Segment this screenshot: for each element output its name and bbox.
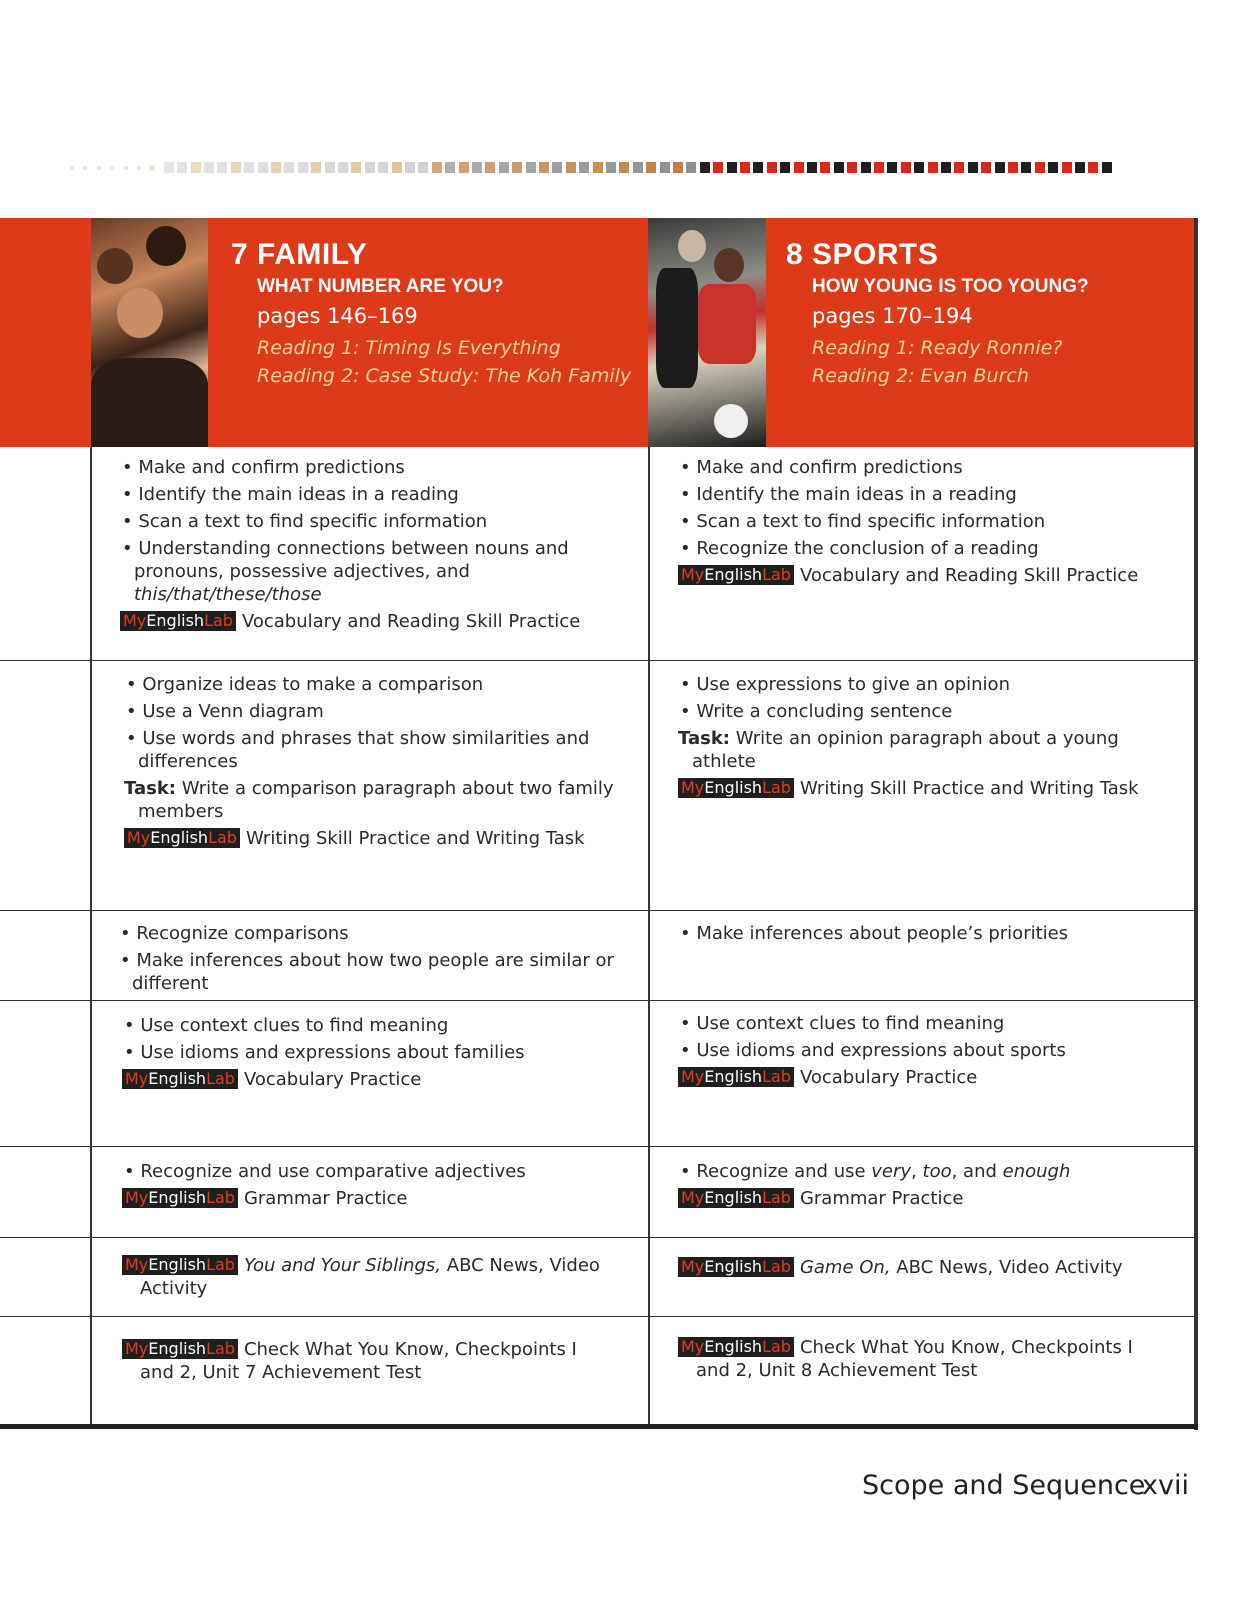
decorative-dot: [660, 162, 670, 173]
decorative-dot: [392, 162, 402, 173]
decorative-dot: [1021, 162, 1031, 173]
decorative-dot: [767, 162, 777, 173]
list-item: • Recognize and use very, too, and enough: [680, 1161, 1071, 1182]
decorative-dot: [472, 162, 482, 173]
decorative-dot: [418, 162, 428, 173]
unit-7-title: 7 FAMILY: [231, 238, 368, 271]
decorative-dot: [258, 162, 268, 173]
decorative-dot: [901, 162, 911, 173]
mel-line: MyEnglishLab Check What You Know, Checkpoints I and 2, Unit 7 Achievement Test: [122, 1338, 592, 1384]
unit-8-assessment: [678, 1336, 1148, 1386]
row-divider-2: [0, 910, 1198, 911]
myenglishlab-logo: MyEnglishLab: [678, 1188, 794, 1208]
decorative-dot: [566, 162, 576, 173]
decorative-dot: [914, 162, 924, 173]
list-item: • Use context clues to find meaning: [124, 1015, 449, 1036]
list-item: • Recognize comparisons: [120, 923, 349, 944]
unit-8-critical-thinking: [678, 922, 1178, 949]
decorative-dot: [365, 162, 375, 173]
decorative-dot: [485, 162, 495, 173]
decorative-dot: [1075, 162, 1085, 173]
decorative-dot: [887, 162, 897, 173]
decorative-dot: [70, 166, 74, 170]
footer-page-number: xvii: [1142, 1470, 1189, 1501]
row-divider-5: [0, 1237, 1198, 1238]
decorative-dot: [311, 162, 321, 173]
list-item: • Use context clues to find meaning: [680, 1013, 1005, 1034]
list-item: • Use idioms and expressions about families: [124, 1042, 525, 1063]
decorative-dot: [861, 162, 871, 173]
unit-7-assessment: [122, 1338, 592, 1388]
decorative-dot: [378, 162, 388, 173]
decorative-dot: [1048, 162, 1058, 173]
decorative-dot: [1062, 162, 1072, 173]
unit-8-reading-2: Reading 2: Evan Burch: [812, 365, 1029, 387]
row-divider-1: [0, 660, 1198, 661]
decorative-dot: [1008, 162, 1018, 173]
list-item: • Scan a text to find specific information: [122, 511, 488, 532]
decorative-dot: [338, 162, 348, 173]
decorative-dot: [298, 162, 308, 173]
decorative-dot: [325, 162, 335, 173]
table-right-border: [1194, 218, 1198, 1430]
unit-8-video: [678, 1256, 1178, 1283]
decorative-dot: [284, 162, 294, 173]
row-divider-4: [0, 1146, 1198, 1147]
unit-8-pages: pages 170–194: [812, 304, 973, 328]
decorative-dot: [405, 162, 415, 173]
myenglishlab-logo: MyEnglishLab: [678, 778, 794, 798]
decorative-dot: [526, 162, 536, 173]
unit-8-writing-skills: [678, 673, 1178, 804]
row-divider-3: [0, 1000, 1198, 1001]
list-item: • Recognize the conclusion of a reading: [680, 538, 1039, 559]
decorative-dot: [137, 166, 141, 170]
decorative-dot: [351, 162, 361, 173]
list-item: • Use idioms and expressions about sports: [680, 1040, 1066, 1061]
decorative-dot: [271, 162, 281, 173]
list-item: • Make inferences about how two people are similar or different: [120, 950, 614, 994]
decorative-dot: [928, 162, 938, 173]
list-item: • Scan a text to find specific information: [680, 511, 1046, 532]
decorative-dot: [445, 162, 455, 173]
unit-7-vocabulary: [122, 1014, 637, 1095]
decorative-dot: [150, 166, 154, 170]
decorative-dot: [1035, 162, 1045, 173]
decorative-dot: [794, 162, 804, 173]
unit-7-header-text: [231, 238, 641, 390]
mel-line: MyEnglishLab Grammar Practice: [678, 1187, 1178, 1210]
unit-7-reading-skills: [120, 456, 640, 637]
decorative-dot: [995, 162, 1005, 173]
list-item: • Use a Venn diagram: [126, 701, 324, 722]
decorative-dot: [593, 162, 603, 173]
decorative-dot: [244, 162, 254, 173]
decorative-dot: [432, 162, 442, 173]
decorative-dot: [552, 162, 562, 173]
footer-section-title: Scope and Sequence: [862, 1470, 1146, 1501]
decorative-dot: [499, 162, 509, 173]
list-item: • Write a concluding sentence: [680, 701, 953, 722]
table-bottom-border: [0, 1424, 1198, 1429]
myenglishlab-logo: MyEnglishLab: [124, 828, 240, 848]
decorative-dot: [204, 162, 214, 173]
decorative-dot: [941, 162, 951, 173]
unit-8-reading-1: Reading 1: Ready Ronnie?: [812, 337, 1063, 359]
decorative-dot: [740, 162, 750, 173]
list-item: • Use expressions to give an opinion: [680, 674, 1010, 695]
myenglishlab-logo: MyEnglishLab: [122, 1339, 238, 1359]
list-item: • Use words and phrases that show similarities and differences: [126, 728, 590, 772]
table-column-divider-middle: [648, 447, 650, 1427]
decorative-dot: [83, 166, 87, 170]
mel-line: MyEnglishLab Game On, ABC News, Video Activity: [678, 1256, 1178, 1279]
decorative-dot: [459, 162, 469, 173]
row-divider-6: [0, 1316, 1198, 1317]
unit-8-readings: [812, 334, 1186, 390]
decorative-dot: [606, 162, 616, 173]
decorative-dot: [874, 162, 884, 173]
decorative-dot: [177, 162, 187, 173]
soccer-photo: [648, 218, 766, 447]
decorative-dot: [954, 162, 964, 173]
mel-line: MyEnglishLab Vocabulary Practice: [122, 1068, 637, 1091]
decorative-dot: [124, 166, 128, 170]
unit-8-reading-skills: [678, 456, 1188, 591]
decorative-dot: [753, 162, 763, 173]
mel-line: MyEnglishLab Writing Skill Practice and Writing Task: [124, 827, 639, 850]
unit-7-video: [122, 1254, 637, 1304]
decorative-dot: [820, 162, 830, 173]
decorative-dot: [110, 166, 114, 170]
mel-line: MyEnglishLab Vocabulary and Reading Skill Practice: [120, 610, 640, 633]
decorative-dot: [981, 162, 991, 173]
list-item: • Organize ideas to make a comparison: [126, 674, 484, 695]
list-item: • Make and confirm predictions: [680, 457, 963, 478]
unit-8-header-text: [786, 238, 1186, 390]
unit-8-grammar: [678, 1160, 1178, 1214]
list-item: • Identify the main ideas in a reading: [680, 484, 1017, 505]
decorative-dot: [700, 162, 710, 173]
decorative-dot: [633, 162, 643, 173]
unit-8-subtitle: HOW YOUNG IS TOO YOUNG?: [812, 276, 1089, 297]
unit-7-subtitle: WHAT NUMBER ARE YOU?: [257, 276, 504, 297]
unit-7-reading-1: Reading 1: Timing Is Everything: [257, 337, 561, 359]
mel-line: MyEnglishLab Writing Skill Practice and Writing Task: [678, 777, 1178, 800]
mel-line: MyEnglishLab Check What You Know, Checkpoints I and 2, Unit 8 Achievement Test: [678, 1336, 1148, 1382]
decorative-dot: [968, 162, 978, 173]
myenglishlab-logo: MyEnglishLab: [678, 565, 794, 585]
mel-line: MyEnglishLab You and Your Siblings, ABC News, Video Activity: [122, 1254, 637, 1300]
decorative-dot: [191, 162, 201, 173]
table-column-divider-left: [90, 447, 92, 1427]
decorative-dot-strip: [70, 162, 1110, 174]
decorative-dot: [217, 162, 227, 173]
list-item: • Understanding connections between nouns and pronouns, possessive adjectives, and this/that/these/those: [122, 538, 569, 605]
decorative-dot: [646, 162, 656, 173]
decorative-dot: [164, 162, 174, 173]
mel-line: MyEnglishLab Vocabulary Practice: [678, 1066, 1178, 1089]
list-item: • Identify the main ideas in a reading: [122, 484, 459, 505]
unit-7-pages: pages 146–169: [257, 304, 418, 328]
decorative-dot: [512, 162, 522, 173]
decorative-dot: [97, 166, 101, 170]
writing-task: Task: Write an opinion paragraph about a young athlete: [678, 728, 1119, 772]
decorative-dot: [673, 162, 683, 173]
mel-line: MyEnglishLab Grammar Practice: [122, 1187, 637, 1210]
writing-task: Task: Write a comparison paragraph about two family members: [124, 778, 614, 822]
list-item: • Make and confirm predictions: [122, 457, 405, 478]
unit-7-readings: [257, 334, 641, 390]
decorative-dot: [713, 162, 723, 173]
myenglishlab-logo: MyEnglishLab: [122, 1188, 238, 1208]
myenglishlab-logo: MyEnglishLab: [122, 1255, 238, 1275]
myenglishlab-logo: MyEnglishLab: [678, 1337, 794, 1357]
unit-8-vocabulary: [678, 1012, 1178, 1093]
decorative-dot: [579, 162, 589, 173]
decorative-dot: [1102, 162, 1112, 173]
decorative-dot: [231, 162, 241, 173]
unit-8-title: 8 SPORTS: [786, 238, 939, 271]
decorative-dot: [847, 162, 857, 173]
list-item: • Recognize and use comparative adjectives: [124, 1161, 526, 1182]
decorative-dot: [686, 162, 696, 173]
mel-line: MyEnglishLab Vocabulary and Reading Skill Practice: [678, 564, 1188, 587]
decorative-dot: [807, 162, 817, 173]
unit-7-reading-2: Reading 2: Case Study: The Koh Family: [257, 365, 632, 387]
myenglishlab-logo: MyEnglishLab: [122, 1069, 238, 1089]
unit-7-critical-thinking: [118, 922, 638, 999]
decorative-dot: [1088, 162, 1098, 173]
decorative-dot: [780, 162, 790, 173]
myenglishlab-logo: MyEnglishLab: [678, 1067, 794, 1087]
family-photo: [91, 218, 208, 447]
myenglishlab-logo: MyEnglishLab: [120, 611, 236, 631]
decorative-dot: [834, 162, 844, 173]
list-item: • Make inferences about people’s priorities: [680, 923, 1069, 944]
unit-7-writing-skills: [124, 673, 639, 854]
unit-7-grammar: [122, 1160, 637, 1214]
decorative-dot: [727, 162, 737, 173]
myenglishlab-logo: MyEnglishLab: [678, 1257, 794, 1277]
decorative-dot: [619, 162, 629, 173]
decorative-dot: [539, 162, 549, 173]
